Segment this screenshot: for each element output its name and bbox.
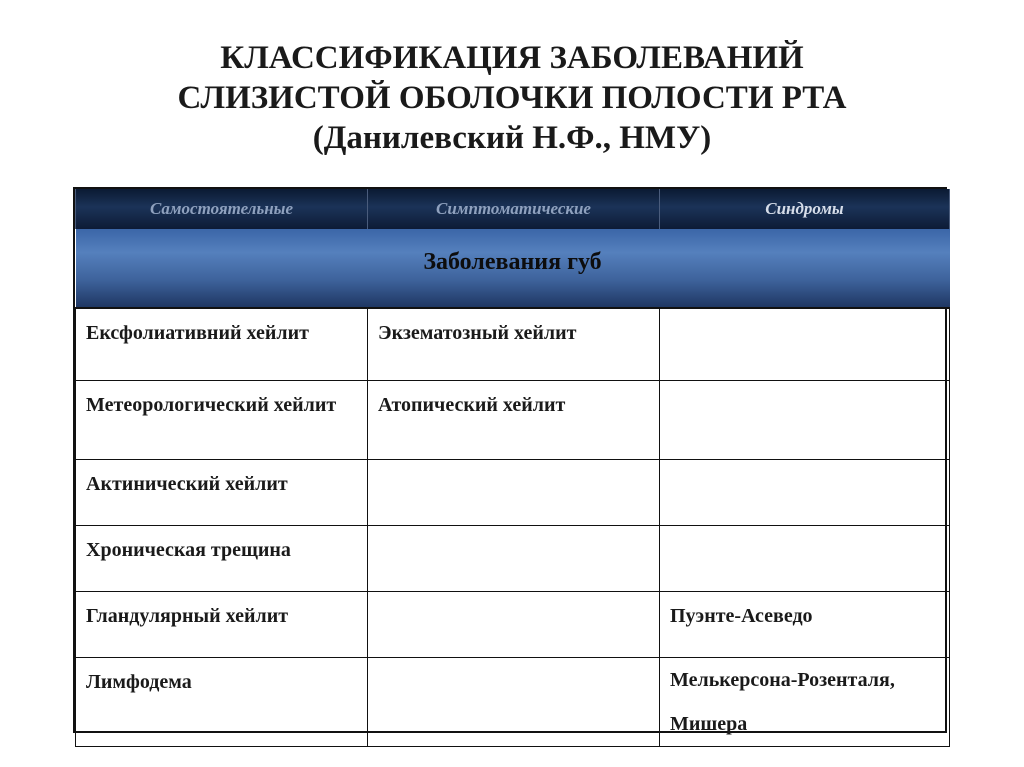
table-cell: Мелькерсона-Розенталя, Мишера: [660, 658, 950, 747]
column-header-independent: Самостоятельные: [76, 189, 368, 229]
table-cell: Лимфодема: [76, 658, 368, 747]
table-cell: [368, 658, 660, 747]
table-cell: Метеорологический хейлит: [76, 381, 368, 460]
table-cell: Гландулярный хейлит: [76, 592, 368, 658]
title-line-1: КЛАССИФИКАЦИЯ ЗАБОЛЕВАНИЙ: [220, 40, 804, 76]
table-cell: Пуэнте-Асеведо: [660, 592, 950, 658]
table-row: [76, 592, 950, 658]
column-header-syndromes: Синдромы: [660, 189, 950, 229]
table-cell: Актинический хейлит: [76, 460, 368, 526]
table-row: [76, 460, 950, 526]
table-cell: [660, 526, 950, 592]
table-row: [76, 381, 950, 460]
table-cell: [368, 592, 660, 658]
table-cell: [660, 460, 950, 526]
table-row: [76, 308, 950, 381]
table-cell: [368, 526, 660, 592]
slide-title: [0, 38, 1024, 158]
table-cell: Атопический хейлит: [368, 381, 660, 460]
section-row: [76, 229, 950, 308]
table-row: [76, 526, 950, 592]
table-cell: Экзематозный хейлит: [368, 308, 660, 381]
title-line-2: СЛИЗИСТОЙ ОБОЛОЧКИ ПОЛОСТИ РТА: [177, 80, 847, 116]
table-row: [76, 658, 950, 747]
table-cell: [368, 460, 660, 526]
table-cell: [660, 381, 950, 460]
table-cell: Хроническая трещина: [76, 526, 368, 592]
section-title-lip-diseases: Заболевания губ: [76, 229, 950, 308]
table-cell: [660, 308, 950, 381]
classification-table: [73, 187, 947, 733]
column-header-symptomatic: Симптоматические: [368, 189, 660, 229]
table-cell: Ексфолиативний хейлит: [76, 308, 368, 381]
title-line-3: (Данилевский Н.Ф., НМУ): [312, 120, 712, 156]
table-header-row: [76, 189, 950, 229]
